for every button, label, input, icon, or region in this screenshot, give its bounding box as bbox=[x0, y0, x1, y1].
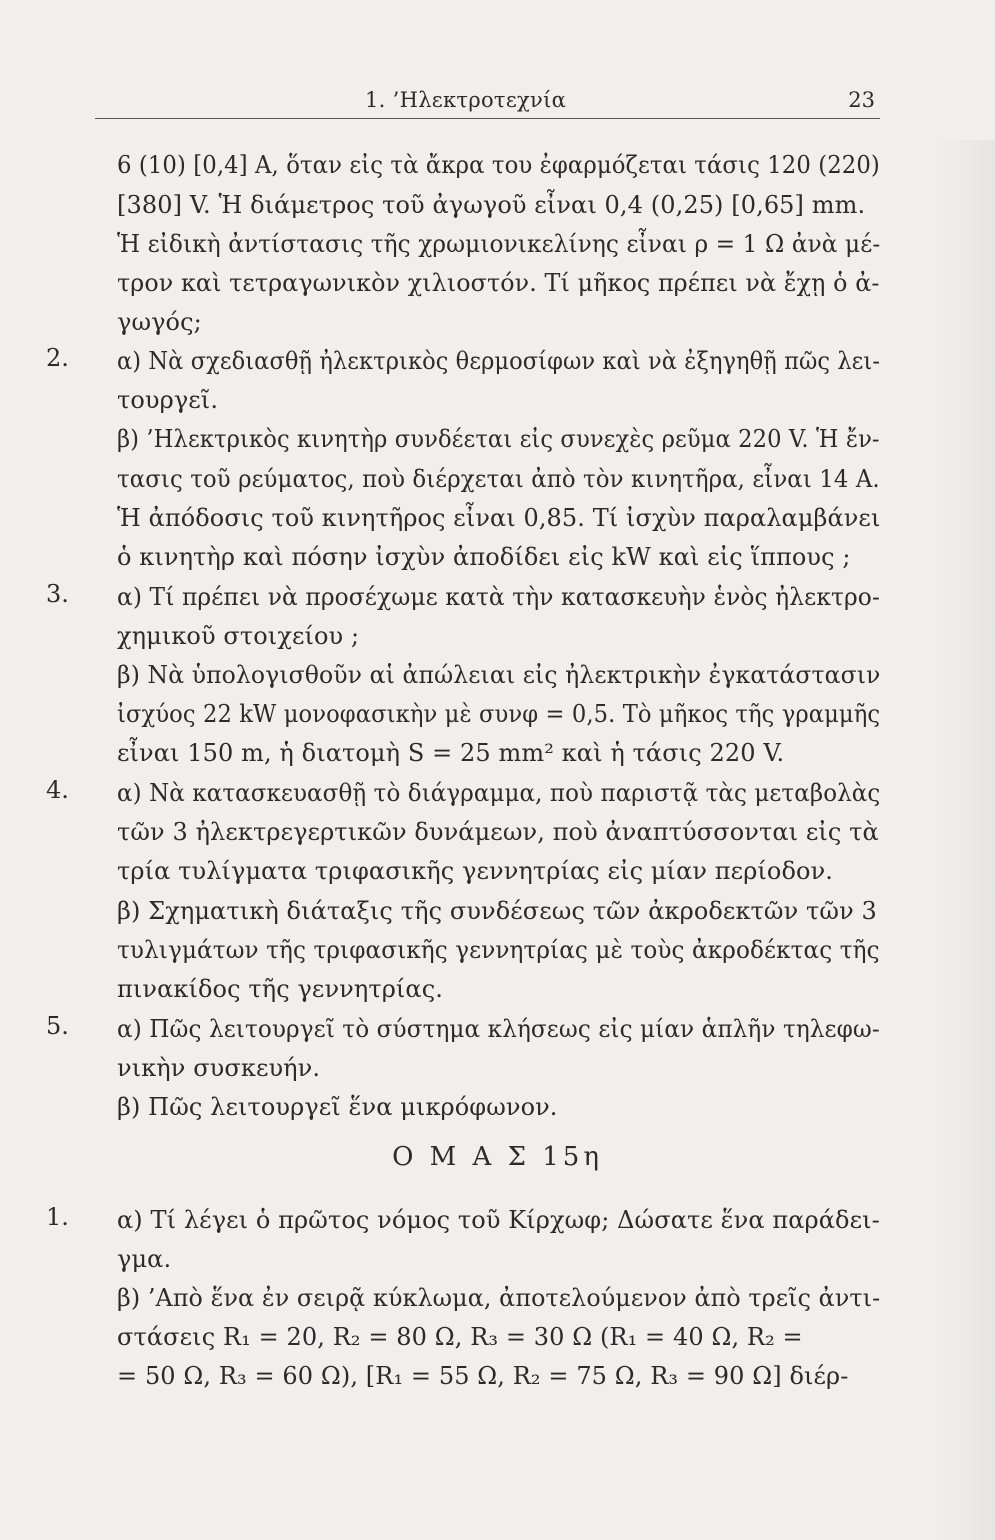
text-line: = 50 Ω, R₃ = 60 Ω), [R₁ = 55 Ω, R₂ = 75 Ω, R₃ = 90 Ω] διέρ- bbox=[117, 1362, 849, 1390]
text-line: εἶναι 150 m, ἡ διατομὴ S = 25 mm² καὶ ἡ τάσις 220 V. bbox=[117, 739, 785, 767]
text-line: [380] V. Ἡ διάμετρος τοῦ ἀγωγοῦ εἶναι 0,4 (0,25) [0,65] mm. bbox=[117, 191, 866, 219]
text-line: γωγός; bbox=[117, 308, 202, 336]
text-line: α) Νὰ σχεδιασθῇ ἠλεκτρικὸς θερμοσίφων καὶ νὰ ἐξηγηθῇ πῶς λει- bbox=[117, 347, 881, 375]
text-line: β) Νὰ ὑπολογισθοῦν αἱ ἀπώλειαι εἰς ἠλεκτρικὴν ἐγκατάστασιν bbox=[117, 661, 881, 689]
text-line: 6 (10) [0,4] Α, ὅταν εἰς τὰ ἄκρα του ἐφαρμόζεται τάσις 120 (220) bbox=[117, 151, 880, 179]
text-line: β) Σχηματικὴ διάταξις τῆς συνδέσεως τῶν ἀκροδεκτῶν τῶν 3 bbox=[117, 897, 877, 925]
text-line: τυλιγμάτων τῆς τριφασικῆς γεννητρίας μὲ τοὺς ἀκροδέκτας τῆς bbox=[117, 936, 880, 964]
text-line: χημικοῦ στοιχείου ; bbox=[117, 622, 360, 650]
text-line: Ἡ εἰδικὴ ἀντίστασις τῆς χρωμιονικελίνης εἶναι ρ = 1 Ω ἀνὰ μέ- bbox=[117, 230, 881, 258]
text-line: α) Πῶς λειτουργεῖ τὸ σύστημα κλήσεως εἰς μίαν ἁπλῆν τηλεφω- bbox=[117, 1015, 880, 1043]
question-number: 1. bbox=[46, 1203, 69, 1231]
text-line: ὁ κινητὴρ καὶ πόσην ἰσχὺν ἀποδίδει εἰς kW καὶ εἰς ἵππους ; bbox=[117, 543, 851, 571]
show-through-shadow bbox=[935, 140, 995, 1540]
text-line: β) ’Απὸ ἕνα ἐν σειρᾷ κύκλωμα, ἀποτελούμενον ἀπὸ τρεῖς ἀντι- bbox=[117, 1284, 881, 1312]
question-number: 3. bbox=[46, 580, 69, 608]
text-line: νικὴν συσκευήν. bbox=[117, 1054, 321, 1082]
text-line: τουργεῖ. bbox=[117, 386, 219, 414]
page-number: 23 bbox=[848, 88, 875, 112]
text-line: στάσεις R₁ = 20, R₂ = 80 Ω, R₃ = 30 Ω (R₁ = 40 Ω, R₂ = bbox=[117, 1323, 803, 1351]
page-header bbox=[95, 80, 880, 120]
text-line: τρία τυλίγματα τριφασικῆς γεννητρίας εἰς μίαν περίοδον. bbox=[117, 857, 833, 885]
text-line: α) Τί πρέπει νὰ προσέχωμε κατὰ τὴν κατασκευὴν ἑνὸς ἠλεκτρο- bbox=[117, 583, 880, 611]
text-line: τασις τοῦ ρεύματος, ποὺ διέρχεται ἀπὸ τὸν κινητῆρα, εἶναι 14 Α. bbox=[117, 465, 880, 493]
question-number: 4. bbox=[46, 776, 69, 804]
text-line: τρον καὶ τετραγωνικὸν χιλιοστόν. Τί μῆκος πρέπει νὰ ἔχῃ ὁ ἀ- bbox=[117, 269, 880, 297]
text-line: ἰσχύος 22 kW μονοφασικὴν μὲ συνφ = 0,5. Τὸ μῆκος τῆς γραμμῆς bbox=[117, 700, 881, 728]
running-title: 1. ’Ηλεκτροτεχνία bbox=[365, 88, 567, 112]
header-rule bbox=[95, 118, 880, 119]
text-line: α) Νὰ κατασκευασθῇ τὸ διάγραμμα, ποὺ παριστᾷ τὰς μεταβολὰς bbox=[117, 779, 881, 807]
question-number: 2. bbox=[46, 344, 69, 372]
text-line: πινακίδος τῆς γεννητρίας. bbox=[117, 975, 443, 1003]
text-line: Ἡ ἀπόδοσις τοῦ κινητῆρος εἶναι 0,85. Τί ἰσχὺν παραλαμβάνει bbox=[117, 504, 881, 532]
text-line: β) Πῶς λειτουργεῖ ἕνα μικρόφωνον. bbox=[117, 1093, 558, 1121]
text-line: τῶν 3 ἠλεκτρεγερτικῶν δυνάμεων, ποὺ ἀναπτύσσονται εἰς τὰ bbox=[117, 818, 879, 846]
text-line: α) Τί λέγει ὁ πρῶτος νόμος τοῦ Κίρχωφ; Δώσατε ἕνα παράδει- bbox=[117, 1206, 880, 1234]
text-line: β) ’Ηλεκτρικὸς κινητὴρ συνδέεται εἰς συνεχὲς ρεῦμα 220 V. Ἡ ἔν- bbox=[117, 425, 880, 453]
section-heading: Ο Μ Α Σ 15η bbox=[392, 1142, 603, 1172]
text-line: γμα. bbox=[117, 1245, 172, 1273]
question-number: 5. bbox=[46, 1012, 69, 1040]
